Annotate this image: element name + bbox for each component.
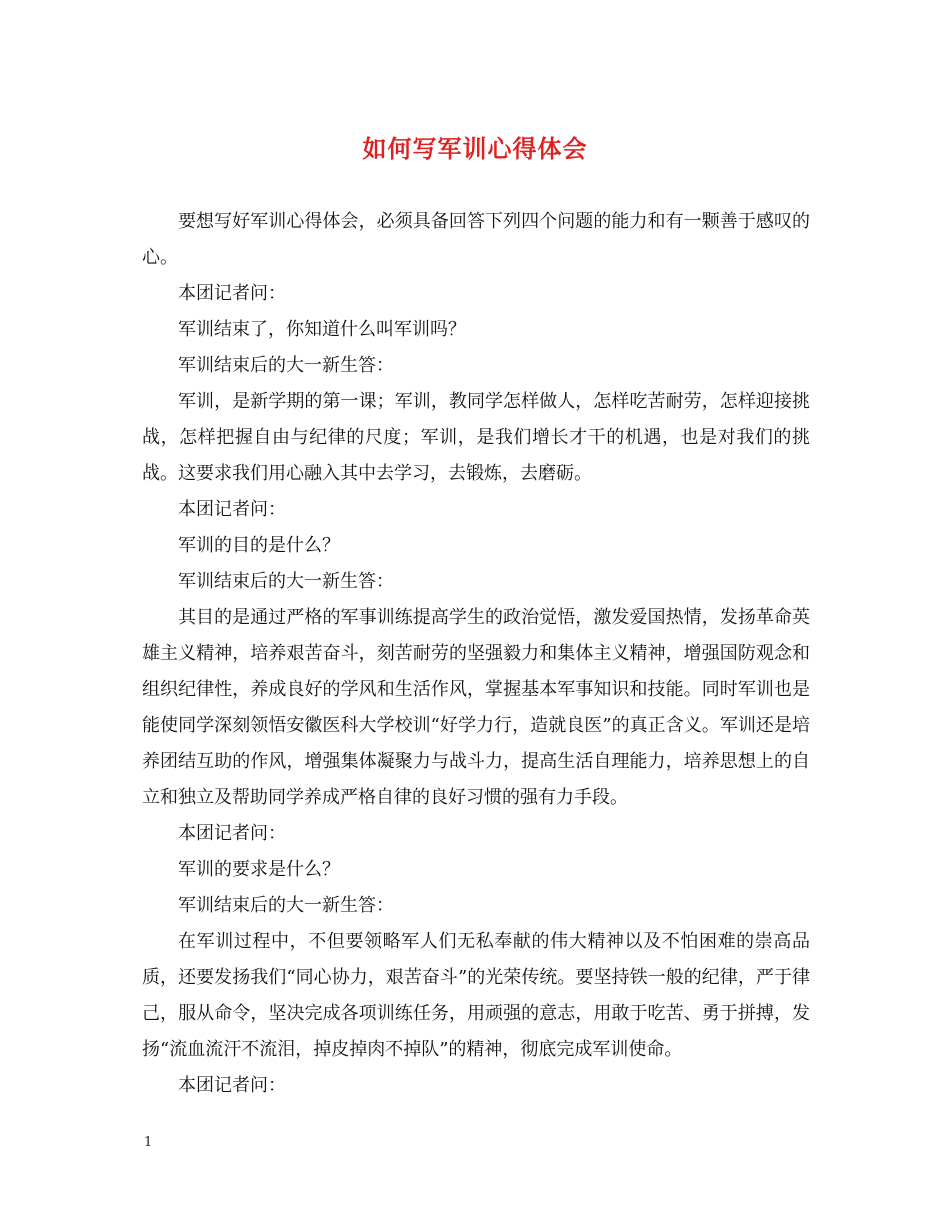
paragraph-question: 军训的目的是什么？ xyxy=(178,535,340,556)
paragraph-answer: 在军训过程中，不但要领略军人们无私奉献的伟大精神以及不怕困难的崇高品质，还要发扬我们“同心协力，艰苦奋斗”的光荣传统。要坚持铁一般的纪律，严于律己，服从命令，坚决完成各项训练任务，用顽强的意志，用敢于吃苦、勇于拼搏，发扬“流血流汗不流泪，掉皮掉肉不掉队”的精神，彻底完成军训使命。 xyxy=(142,931,810,1060)
paragraph-question: 军训的要求是什么？ xyxy=(178,859,340,880)
document-body xyxy=(142,204,810,1104)
paragraph-student-answer-label: 军训结束后的大一新生答： xyxy=(178,571,394,592)
page-title: 如何写军训心得体会 xyxy=(362,134,588,163)
paragraph-reporter-question: 本团记者问： xyxy=(178,499,286,520)
paragraph-student-answer-label: 军训结束后的大一新生答： xyxy=(178,895,394,916)
page-number: 1 xyxy=(144,1135,153,1150)
paragraph-reporter-question: 本团记者问： xyxy=(178,1075,286,1096)
paragraph-answer: 军训，是新学期的第一课；军训，教同学怎样做人，怎样吃苦耐劳，怎样迎接挑战，怎样把握自由与纪律的尺度；军训，是我们增长才干的机遇，也是对我们的挑战。这要求我们用心融入其中去学习，去锻炼，去磨砺。 xyxy=(142,391,810,484)
paragraph-reporter-question: 本团记者问： xyxy=(178,823,286,844)
paragraph-student-answer-label: 军训结束后的大一新生答： xyxy=(178,355,394,376)
paragraph-intro: 要想写好军训心得体会，必须具备回答下列四个问题的能力和有一颗善于感叹的心。 xyxy=(142,211,810,268)
paragraph-question: 军训结束了，你知道什么叫军训吗？ xyxy=(178,319,466,340)
paragraph-reporter-question: 本团记者问： xyxy=(178,283,286,304)
paragraph-answer: 其目的是通过严格的军事训练提高学生的政治觉悟，激发爱国热情，发扬革命英雄主义精神，培养艰苦奋斗，刻苦耐劳的坚强毅力和集体主义精神，增强国防观念和组织纪律性，养成良好的学风和生活作风，掌握基本军事知识和技能。同时军训也是能使同学深刻领悟安徽医科大学校训“好学力行，造就良医”的真正含义。军训还是培养团结互助的作风，增强集体凝聚力与战斗力，提高生活自理能力，培养思想上的自立和独立及帮助同学养成严格自律的良好习惯的强有力手段。 xyxy=(142,607,810,808)
